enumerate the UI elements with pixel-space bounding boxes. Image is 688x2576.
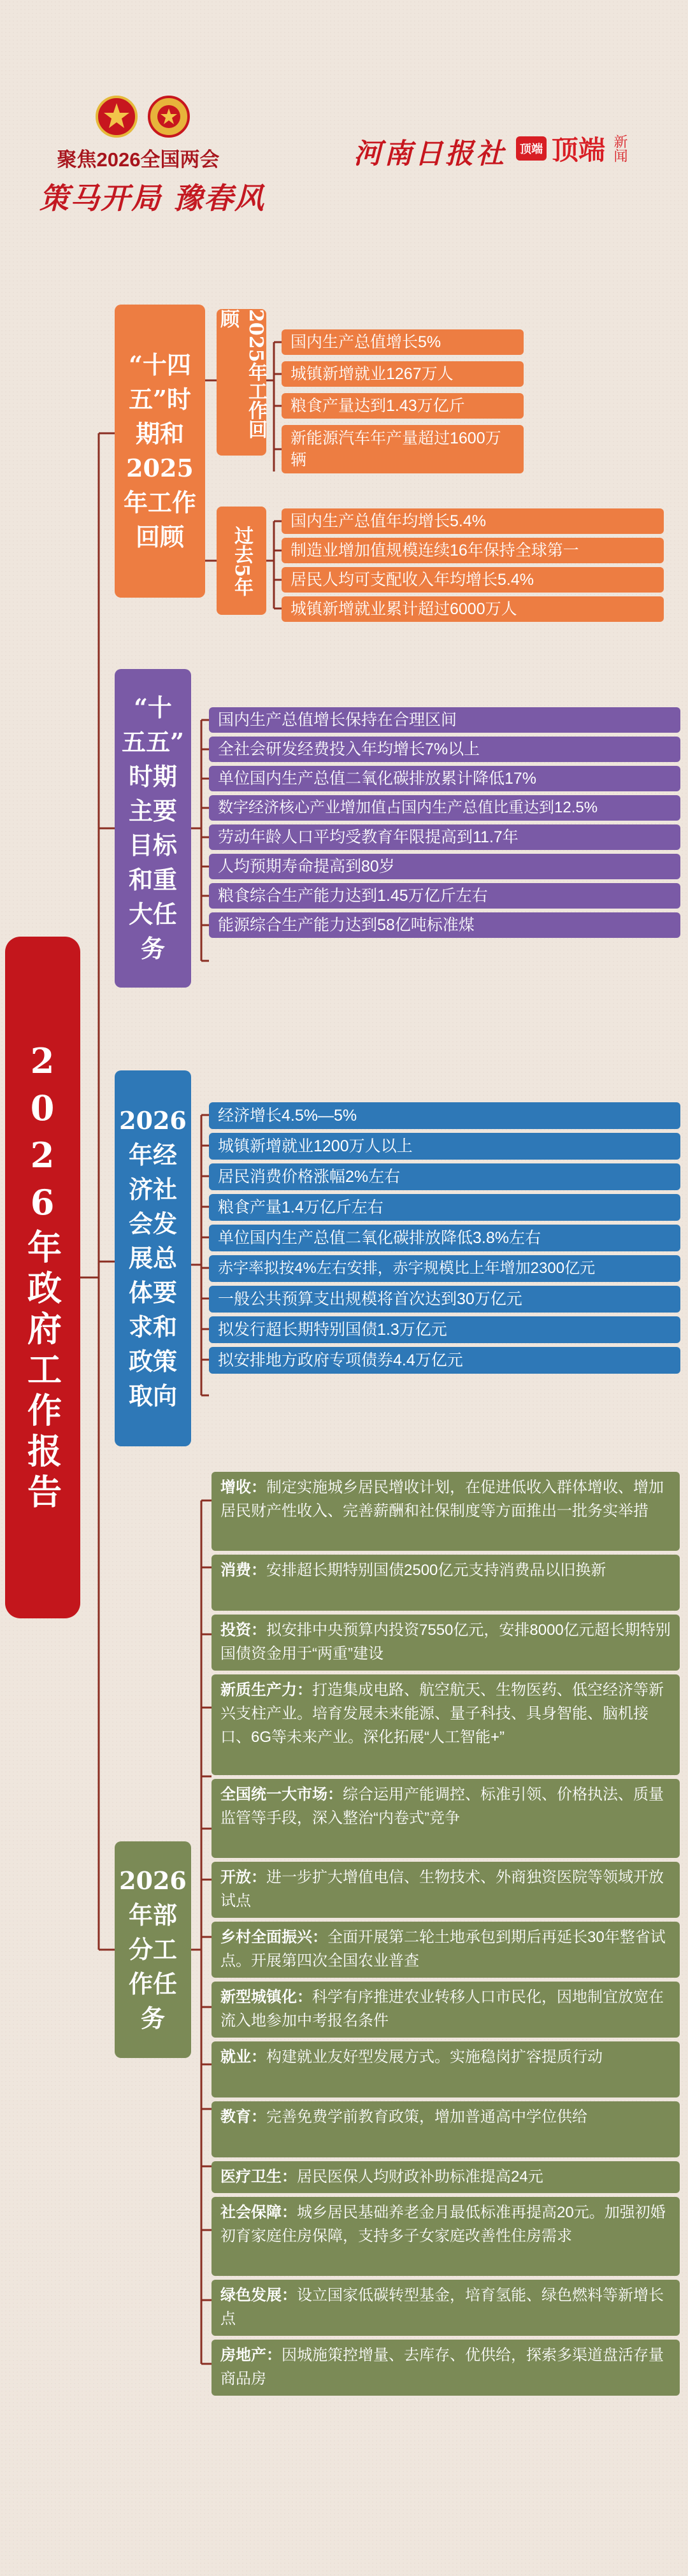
cppcc-emblem-icon xyxy=(148,96,190,138)
goals-section-title xyxy=(115,669,191,988)
policy-item: 居民消费价格涨幅2%左右 xyxy=(209,1163,680,1190)
review-5years-item: 制造业增加值规模连续16年保持全球第一 xyxy=(282,538,664,563)
review-5years-item: 城镇新增就业累计超过6000万人 xyxy=(282,596,664,622)
app-suffix: 新闻 xyxy=(612,134,629,162)
task-item: 绿色发展：设立国家低碳转型基金，培育氢能、绿色燃料等新增长点 xyxy=(211,2280,680,2336)
task-item: 新型城镇化：科学有序推进农业转移人口市民化，因地制宜放宽在流入地参加中考报名条件 xyxy=(211,1982,680,2038)
review-section-title xyxy=(115,305,205,598)
tasks-section-title xyxy=(115,1841,191,2058)
task-item: 医疗卫生：居民医保人均财政补助标准提高24元 xyxy=(211,2161,680,2193)
review-2025-item: 国内生产总值增长5% xyxy=(282,329,524,355)
review-5years-label: 过去5年 xyxy=(217,507,266,615)
tasks-title-text: 2026 年部 分工 作任 务 xyxy=(119,1866,187,2033)
app-name: 顶端 xyxy=(552,134,606,165)
task-item: 全国统一大市场：综合运用产能调控、标准引领、价格执法、质量监管等手段，深入整治“内卷式”竞争 xyxy=(211,1779,680,1858)
goals-item: 粮食综合生产能力达到1.45万亿斤左右 xyxy=(209,883,680,909)
review-2025-item: 城镇新增就业1267万人 xyxy=(282,361,524,387)
app-logo xyxy=(516,131,656,166)
task-item: 乡村全面振兴：全面开展第二轮土地承包到期后再延长30年整省试点。开展第四次全国农业普查 xyxy=(211,1922,680,1978)
task-item: 增收：制定实施城乡居民增收计划，在促进低收入群体增收、增加居民财产性收入、完善薪酬和社保制度等方面推出一批务实举措 xyxy=(211,1472,680,1551)
goals-item: 能源综合生产能力达到58亿吨标准煤 xyxy=(209,912,680,938)
review-title-text: “十四 五”时 期和 2025 年工作 回顾 xyxy=(123,350,196,551)
review-2025-item: 新能源汽车年产量超过1600万辆 xyxy=(282,425,524,473)
goals-item: 国内生产总值增长保持在合理区间 xyxy=(209,707,680,733)
policy-item: 赤字率拟按4%左右安排，赤字规模比上年增加2300亿元 xyxy=(209,1255,680,1282)
main-title: 2026年政府工作报告 xyxy=(5,937,80,1618)
policy-item: 粮食产量1.4万亿斤左右 xyxy=(209,1194,680,1221)
policy-item: 单位国内生产总值二氧化碳排放降低3.8%左右 xyxy=(209,1225,680,1251)
focus-title: 聚焦2026全国两会 xyxy=(57,148,220,171)
policy-title-text: 2026 年经 济社 会发 展总 体要 求和 政策 取向 xyxy=(119,1106,187,1410)
paper-logo: 河南日报社 xyxy=(354,138,506,170)
goals-item: 全社会研发经费投入年均增长7%以上 xyxy=(209,737,680,762)
policy-item: 经济增长4.5%—5% xyxy=(209,1102,680,1129)
task-item: 教育：完善免费学前教育政策，增加普通高中学位供给 xyxy=(211,2101,680,2157)
review-5years-item: 居民人均可支配收入年均增长5.4% xyxy=(282,567,664,593)
task-item: 新质生产力：打造集成电路、航空航天、生物医药、低空经济等新兴支柱产业。培育发展未来能源、量子科技、具身智能、脑机接口、6G等未来产业。深化拓展“人工智能+” xyxy=(211,1674,680,1775)
national-emblem-icon xyxy=(96,96,138,138)
review-2025-item: 粮食产量达到1.43万亿斤 xyxy=(282,393,524,419)
task-item: 消费：安排超长期特别国债2500亿元支持消费品以旧换新 xyxy=(211,1555,680,1611)
goals-title-text: “十 五五” 时期 主要 目标 和重 大任 务 xyxy=(122,693,184,963)
goals-item: 人均预期寿命提高到80岁 xyxy=(209,854,680,879)
goals-item: 单位国内生产总值二氧化碳排放累计降低17% xyxy=(209,766,680,791)
slogan: 策马开局 豫春风 xyxy=(39,181,266,215)
task-item: 就业：构建就业友好型发展方式。实施稳岗扩容提质行动 xyxy=(211,2041,680,2097)
task-item: 投资：拟安排中央预算内投资7550亿元，安排8000亿元超长期特别国债资金用于“两重”建设 xyxy=(211,1615,680,1671)
task-item: 开放：进一步扩大增值电信、生物技术、外商独资医院等领域开放试点 xyxy=(211,1862,680,1918)
review-5years-item: 国内生产总值年均增长5.4% xyxy=(282,508,664,534)
goals-item: 数字经济核心产业增加值占国内生产总值比重达到12.5% xyxy=(209,795,680,821)
policy-item: 拟安排地方政府专项债券4.4万亿元 xyxy=(209,1347,680,1374)
policy-item: 一般公共预算支出规模将首次达到30万亿元 xyxy=(209,1286,680,1313)
task-item: 社会保障：城乡居民基础养老金月最低标准再提高20元。加强初婚初育家庭住房保障，支持多子女家庭改善性住房需求 xyxy=(211,2197,680,2276)
policy-section-title xyxy=(115,1070,191,1446)
goals-item: 劳动年龄人口平均受教育年限提高到11.7年 xyxy=(209,824,680,850)
review-2025-label: 2025年工作回顾 xyxy=(217,309,266,456)
app-badge: 顶端 xyxy=(516,136,547,161)
task-item: 房地产：因城施策控增量、去库存、优供给，探索多渠道盘活存量商品房 xyxy=(211,2340,680,2396)
policy-item: 城镇新增就业1200万人以上 xyxy=(209,1133,680,1160)
policy-item: 拟发行超长期特别国债1.3万亿元 xyxy=(209,1316,680,1343)
